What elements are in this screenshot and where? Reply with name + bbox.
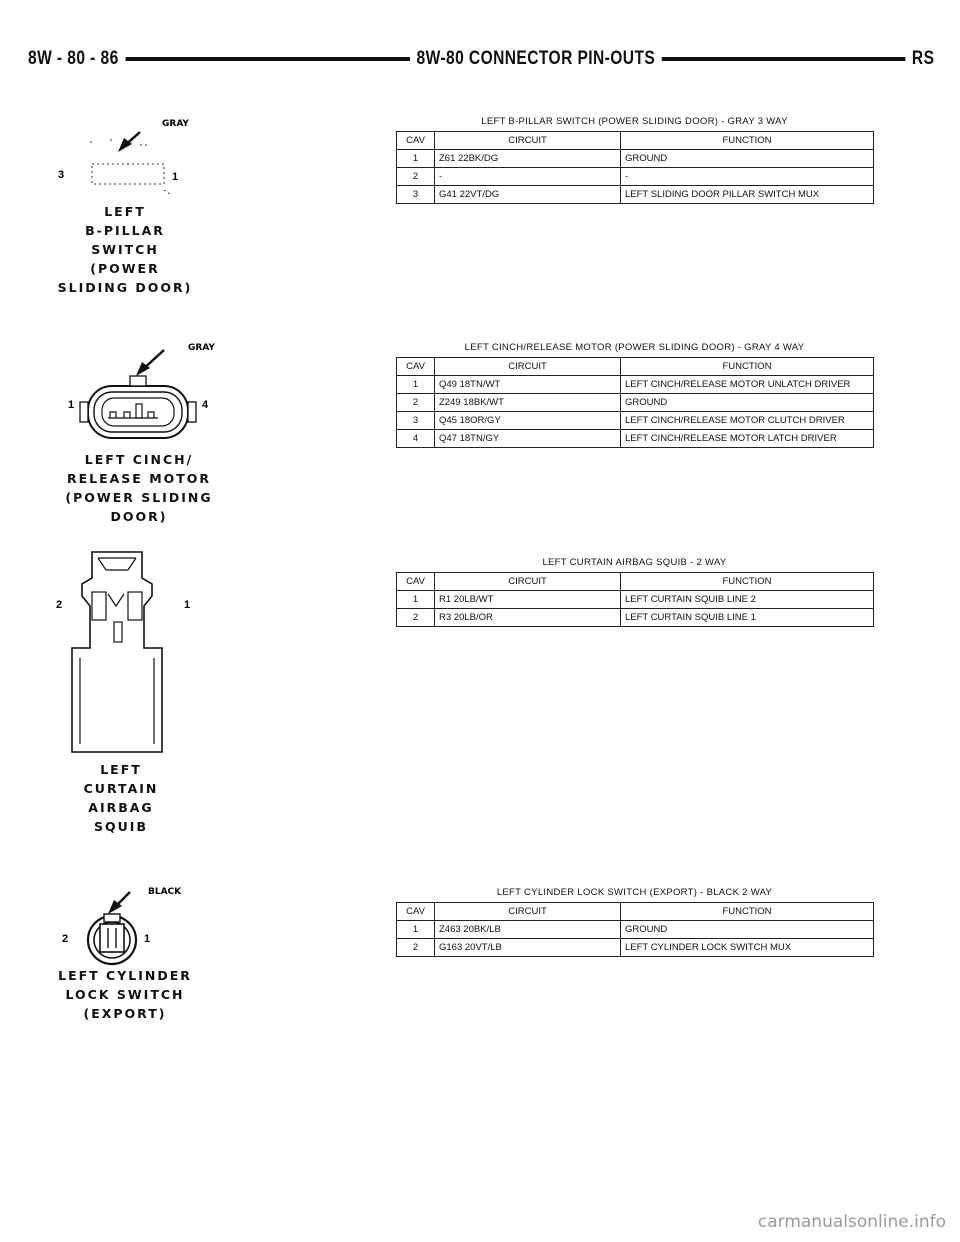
curtain-airbag-pinout-table xyxy=(396,557,873,627)
table-row xyxy=(397,591,874,609)
cav-cell: 1 xyxy=(397,376,435,394)
header-cav: CAV xyxy=(397,358,435,376)
cav-cell: 3 xyxy=(397,412,435,430)
function-cell: GROUND xyxy=(621,150,874,168)
circuit-cell: R3 20LB/OR xyxy=(435,609,621,627)
circuit-cell: Z463 20BK/LB xyxy=(435,921,621,939)
curtain-airbag-caption: LEFT CURTAIN AIRBAG SQUIB xyxy=(83,762,159,834)
watermark: carmanualsonline.info xyxy=(757,1212,946,1232)
airbag-squib-connector-icon xyxy=(52,548,212,758)
cav-cell: 4 xyxy=(397,430,435,448)
page-header xyxy=(28,46,934,72)
header-function: FUNCTION xyxy=(621,132,874,150)
pin-2-label: 2 xyxy=(56,599,63,611)
table-header-row xyxy=(397,358,874,376)
function-cell: LEFT CYLINDER LOCK SWITCH MUX xyxy=(621,939,874,957)
circuit-cell: - xyxy=(435,168,621,186)
header-circuit: CIRCUIT xyxy=(435,903,621,921)
function-cell: GROUND xyxy=(621,394,874,412)
b-pillar-pinout-table xyxy=(396,116,873,204)
circuit-cell: G41 22VT/DG xyxy=(435,186,621,204)
circuit-cell: Q49 18TN/WT xyxy=(435,376,621,394)
pin-1-label: 1 xyxy=(68,399,75,411)
header-function: FUNCTION xyxy=(621,903,874,921)
section-title: 8W-80 CONNECTOR PIN-OUTS xyxy=(410,46,662,72)
pin-2-label: 2 xyxy=(62,933,69,945)
cylinder-lock-connector-icon xyxy=(52,880,222,968)
circuit-cell: Z249 18BK/WT xyxy=(435,394,621,412)
pin-1-label: 1 xyxy=(144,933,151,945)
table-title: LEFT CINCH/RELEASE MOTOR (POWER SLIDING DOOR) - GRAY 4 WAY xyxy=(464,342,805,353)
function-cell: LEFT CINCH/RELEASE MOTOR UNLATCH DRIVER xyxy=(621,376,874,394)
header-function: FUNCTION xyxy=(621,358,874,376)
circuit-cell: Z61 22BK/DG xyxy=(435,150,621,168)
cav-cell: 2 xyxy=(397,168,435,186)
function-cell: LEFT CURTAIN SQUIB LINE 2 xyxy=(621,591,874,609)
table-row xyxy=(397,150,874,168)
curtain-airbag-squib-diagram xyxy=(52,548,262,758)
cav-cell: 2 xyxy=(397,609,435,627)
header-cav: CAV xyxy=(397,573,435,591)
header-cav: CAV xyxy=(397,132,435,150)
header-cav: CAV xyxy=(397,903,435,921)
function-cell: - xyxy=(621,168,874,186)
pin-4-label: 4 xyxy=(202,399,209,411)
function-cell: LEFT CINCH/RELEASE MOTOR CLUTCH DRIVER xyxy=(621,412,874,430)
circuit-cell: G163 20VT/LB xyxy=(435,939,621,957)
page-number: 8W - 80 - 86 xyxy=(28,46,125,72)
table-header-row xyxy=(397,573,874,591)
b-pillar-connector-icon xyxy=(40,112,250,202)
table-row xyxy=(397,168,874,186)
model-code: RS xyxy=(905,46,934,72)
table-title: LEFT CYLINDER LOCK SWITCH (EXPORT) - BLACK 2 WAY xyxy=(496,887,773,898)
function-cell: LEFT CINCH/RELEASE MOTOR LATCH DRIVER xyxy=(621,430,874,448)
cylinder-lock-switch-diagram xyxy=(52,880,262,968)
cinch-release-caption: LEFT CINCH/ RELEASE MOTOR (POWER SLIDING DOOR) xyxy=(65,452,213,524)
table-row xyxy=(397,939,874,957)
circuit-cell: R1 20LB/WT xyxy=(435,591,621,609)
function-cell: GROUND xyxy=(621,921,874,939)
cinch-release-motor-diagram xyxy=(52,336,262,446)
table-row xyxy=(397,430,874,448)
cav-cell: 2 xyxy=(397,394,435,412)
cav-cell: 1 xyxy=(397,150,435,168)
header-function: FUNCTION xyxy=(621,573,874,591)
table-title: LEFT B-PILLAR SWITCH (POWER SLIDING DOOR) - GRAY 3 WAY xyxy=(481,116,788,127)
table-row xyxy=(397,376,874,394)
cylinder-lock-pinout-table xyxy=(396,887,873,957)
circuit-cell: Q45 18OR/GY xyxy=(435,412,621,430)
table-row xyxy=(397,609,874,627)
header-circuit: CIRCUIT xyxy=(435,573,621,591)
cylinder-lock-caption: LEFT CYLINDER LOCK SWITCH (EXPORT) xyxy=(58,968,192,1021)
header-circuit: CIRCUIT xyxy=(435,132,621,150)
table-row xyxy=(397,412,874,430)
pin-1-label: 1 xyxy=(184,599,191,611)
table-row xyxy=(397,186,874,204)
table-row xyxy=(397,394,874,412)
function-cell: LEFT CURTAIN SQUIB LINE 1 xyxy=(621,609,874,627)
table-header-row xyxy=(397,132,874,150)
cav-cell: 1 xyxy=(397,921,435,939)
cinch-release-connector-icon xyxy=(52,336,242,446)
pin-3-label: 3 xyxy=(58,169,65,181)
cav-cell: 2 xyxy=(397,939,435,957)
table-title: LEFT CURTAIN AIRBAG SQUIB - 2 WAY xyxy=(542,557,727,568)
connector-color-label: GRAY xyxy=(188,343,215,353)
circuit-cell: Q47 18TN/GY xyxy=(435,430,621,448)
cav-cell: 1 xyxy=(397,591,435,609)
header-circuit: CIRCUIT xyxy=(435,358,621,376)
connector-color-label: GRAY xyxy=(162,119,189,129)
table-header-row xyxy=(397,903,874,921)
cinch-release-pinout-table xyxy=(396,342,873,448)
function-cell: LEFT SLIDING DOOR PILLAR SWITCH MUX xyxy=(621,186,874,204)
b-pillar-caption: LEFT B-PILLAR SWITCH (POWER SLIDING DOOR) xyxy=(57,204,193,295)
connector-color-label: BLACK xyxy=(148,887,182,897)
table-row xyxy=(397,921,874,939)
b-pillar-switch-diagram xyxy=(40,112,250,297)
cav-cell: 3 xyxy=(397,186,435,204)
pin-1-label: 1 xyxy=(172,171,179,183)
